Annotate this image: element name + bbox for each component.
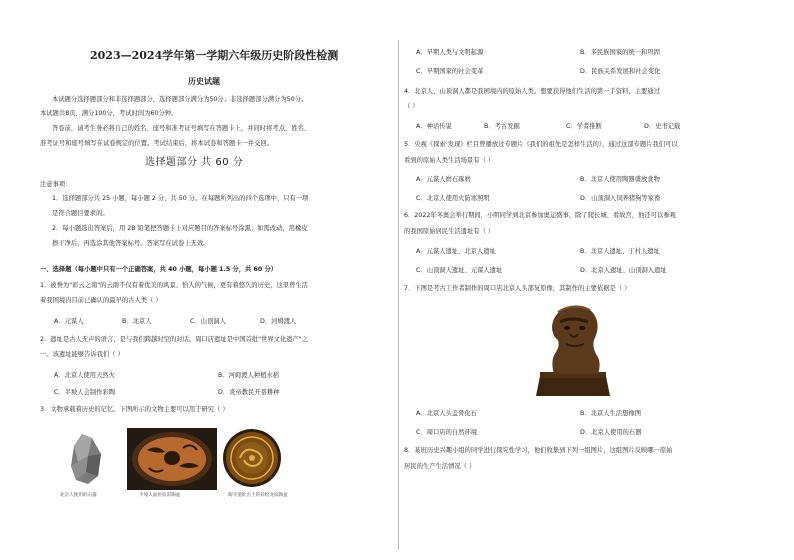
q6-stem-1: 6．2022年冬奥会举行期间，小明同学到北京参加奥运盛事，除了爬长城、看故宫，他还可以参观	[404, 212, 676, 219]
column-divider	[398, 40, 399, 550]
q2-option-b[interactable]: B．河姆渡人种植水稻	[218, 372, 279, 379]
part1-heading: 一、选择题（每小题中只有一个正确答案，共 40 小题，每小题 1.5 分，共 60 分）	[40, 266, 278, 273]
q6-option-b[interactable]: B．北京人遗址、丁村人遗址	[580, 248, 660, 255]
q4-option-a[interactable]: A．神话传说	[416, 123, 452, 130]
q5-option-a[interactable]: A．元谋人磨石琢磨	[416, 176, 471, 183]
right-column	[404, 0, 756, 560]
q5-option-d[interactable]: D．山顶洞人饲养猪狗等家畜	[580, 195, 661, 202]
q8-stem-2: 居民的生产生活情况（ ）	[404, 463, 476, 470]
q7-option-a[interactable]: A．北京人头盖骨化石	[416, 410, 477, 417]
notes-line-3: 2．每小题选出答案后，用 2B 铅笔把答题卡上对应题目的答案标号涂黑；如需改动，用橡皮	[52, 225, 308, 232]
q5-stem-2: 看到的原始人类生活场景有（ ）	[404, 157, 495, 164]
q8-stem-1: 8．某班历史兴趣小组的同学进行探究性学习，他们收集到下列一组图片，这组图片反映哪一原始	[404, 447, 673, 454]
q6-option-a[interactable]: A．元谋人遗址、北京人遗址	[416, 248, 496, 255]
intro-line-4: 准考证号和座号填写在试卷规定的位置。考试结束后，将本试卷和答题卡一并交回。	[40, 140, 273, 147]
caption-stone-tool: 北京人使用的石器	[60, 493, 97, 498]
q3-stem: 3．文物承载着历史的记忆。下图所示的文物主要可以用于研究（ ）	[40, 406, 229, 413]
q3-option-b[interactable]: B．多民族国家的统一和巩固	[580, 49, 660, 56]
q5-stem-1: 5．央视《探索·发现》栏目曾播放过专题片《我们的祖先是怎样生活的》，通过这部专题片我们可以	[404, 141, 678, 148]
q5-option-b[interactable]: B．北京人使用陶器盛放食物	[580, 176, 660, 183]
q6-option-d[interactable]: D．北京人遗址、山顶洞人遗址	[580, 267, 667, 274]
intro-line-2: 本试题共8页，满分100分，考试时间为60分钟。	[40, 110, 178, 117]
page-title: 2023—2024学年第一学期六年级历史阶段性检测	[90, 49, 339, 62]
q3-option-c[interactable]: C．早期国家的社会变革	[416, 68, 484, 75]
notes-line-4: 擦干净后，再选涂其他答案标号。答案写在试卷上无效。	[52, 240, 210, 247]
dragon-pattern-plate-image	[222, 428, 282, 488]
q4-stem-2: （ ）	[404, 103, 419, 110]
q7-option-d[interactable]: D．北京人使用的石器	[580, 429, 642, 436]
q6-option-c[interactable]: C．山顶洞人遗址、元谋人遗址	[416, 267, 503, 274]
section-title: 选择题部分 共 60 分	[145, 157, 244, 168]
q2-option-a[interactable]: A．北京人使用天然火	[54, 372, 115, 379]
caption-dragon-plate: 陶寺遗址出土的彩绘龙纹陶盆	[228, 493, 288, 498]
stone-tool-image	[68, 432, 104, 486]
peking-man-bust-image	[530, 300, 616, 398]
q1-option-d[interactable]: D．河姆渡人	[260, 318, 297, 325]
q7-option-b[interactable]: B．北京人生活想像图	[580, 410, 641, 417]
q4-stem-1: 4．北京人、山顶洞人都是我国境内的原始人类。想要获得他们生活的第一手资料，主要通过	[404, 88, 660, 95]
painted-pottery-bowl-image	[127, 428, 217, 490]
q1-option-c[interactable]: C．山顶洞人	[190, 318, 226, 325]
caption-pottery-bowl: 半坡人面鱼纹彩陶盆	[139, 493, 181, 498]
q2-stem-1: 2．遗址是古人无声的语言，是与我们跨越时空的对话。周口店遗址是中国首批"世界文化遗产"之	[40, 336, 308, 343]
notes-line-2: 是符合题目要求的。	[52, 210, 109, 217]
q1-option-b[interactable]: B．北京人	[122, 318, 152, 325]
q7-stem: 7．下图是考古工作者制作的周口店北京人头部复原像，其制作的主要依据是（ ）	[404, 285, 631, 292]
q4-option-c[interactable]: C．学者推断	[566, 123, 602, 130]
left-column	[40, 0, 394, 560]
notes-heading: 注意事项：	[40, 181, 72, 188]
q1-stem-2: 着我国境内目前已确认的最早的古人类（ ）	[40, 297, 162, 304]
q7-option-c[interactable]: C．周口店的自然环境	[416, 429, 478, 436]
q2-option-d[interactable]: D．炎帝教民开垦耕种	[218, 389, 280, 396]
notes-line-1: 1．选择题部分共 25 小题，每小题 2 分，共 50 分。在每题所列出的四个选项中，只有一项	[52, 195, 309, 202]
q2-stem-2: 一。该遗址能够告诉我们（ ）	[40, 351, 124, 358]
intro-line-3: 答卷前，请考生务必将自己的姓名、座号和准考证号填写在答题卡上，并同时将考点、姓名、	[52, 125, 311, 132]
q5-option-c[interactable]: C．北京人使用火防寒照明	[416, 195, 490, 202]
q3-option-a[interactable]: A．早期人类与文明起源	[416, 49, 484, 56]
q3-option-d[interactable]: D．民族关系发展和社会变化	[580, 68, 661, 75]
intro-line-1: 本试题分选择题部分和非选择题部分，选择题部分满分为50分；非选择题部分满分为50分。	[52, 96, 308, 103]
q1-stem-1: 1．被誉为"彩云之南"的云南不仅有着优美的风景、怡人的气候，更有着悠久的历史，这里曾生活	[40, 282, 308, 289]
q4-option-b[interactable]: B．考古发掘	[484, 123, 520, 130]
q6-stem-2: 的我国原始居民生活遗址有（ ）	[404, 228, 495, 235]
page-subtitle: 历史试题	[188, 77, 220, 86]
q1-option-a[interactable]: A．元谋人	[54, 318, 84, 325]
q4-option-d[interactable]: D．史书记载	[644, 123, 681, 130]
q2-option-c[interactable]: C．半坡人会制作彩陶	[54, 389, 116, 396]
